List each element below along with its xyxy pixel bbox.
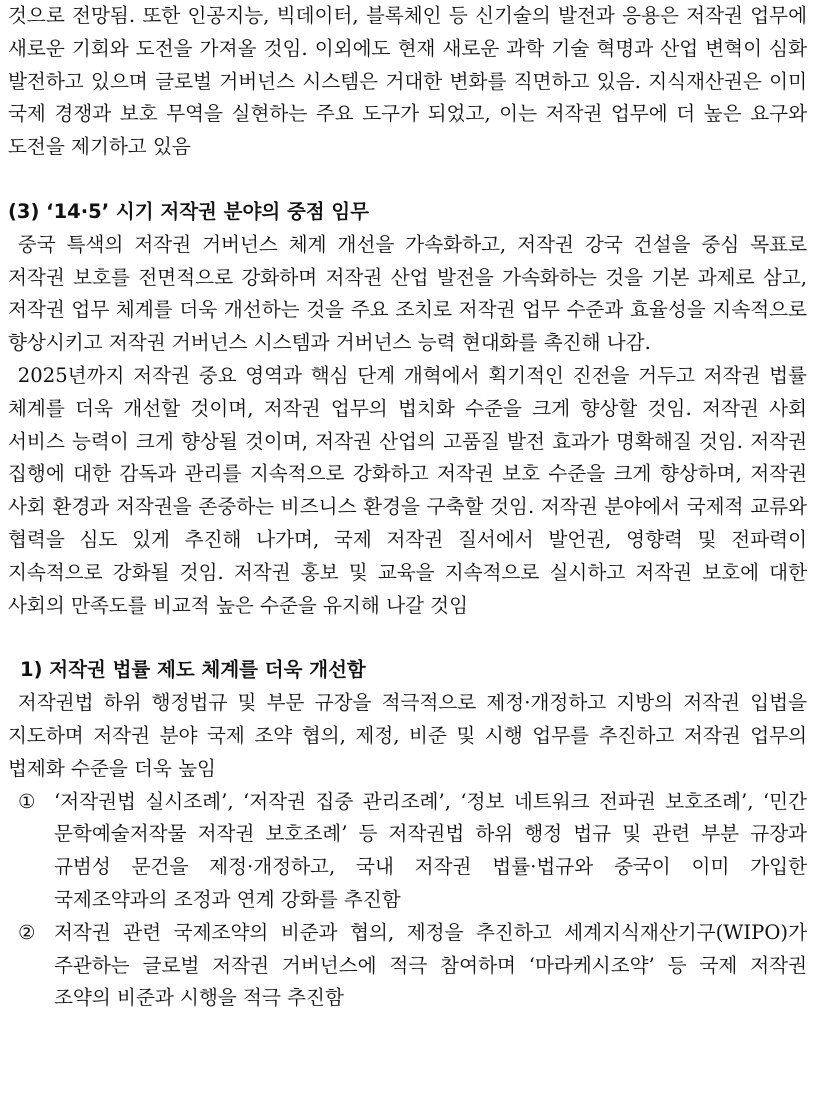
- list-item: [8, 786, 807, 917]
- item-number: ②: [18, 920, 36, 944]
- list-item: [8, 917, 807, 1015]
- subsection-heading: 1) 저작권 법률 제도 체계를 더욱 개선함: [20, 658, 366, 682]
- spacer: [8, 164, 807, 196]
- section-paragraph-2: 2025년까지 저작권 중요 영역과 핵심 단계 개혁에서 획기적인 진전을 거두고 저작권 법률 체계를 더욱 개선할 것이며, 저작권 업무의 법치화 수준을 크게 향상할 것임. 저작권 사회 서비스 능력이 크게 향상될 것이며, 저작권 산업의 고품질 발전 효과가 명확해질 것임. 저작권 집행에 대한 감독과 관리를 지속적으로 강화하고 저작권 보호 수준을 크게 향상하며, 저작권 사회 환경과 저작권을 존중하는 비즈니스 환경을 구축할 것임. 저작권 분야에서 국제적 교류와 협력을 심도 있게 추진해 나가며, 국제 저작권 질서에서 발언권, 영향력 및 전파력이 지속적으로 강화될 것임. 저작권 홍보 및 교육을 지속적으로 실시하고 저작권 보호에 대한 사회의 만족도를 비교적 높은 수준을 유지해 나갈 것임: [8, 363, 807, 617]
- item-text: 저작권 관련 국제조약의 비준과 협의, 제정을 추진하고 세계지식재산기구(WIPO)가 주관하는 글로벌 저작권 거버넌스에 적극 참여하며 ‘마라케시조약’ 등 국제 저작권 조약의 비준과 시행을 적극 추진함: [54, 920, 807, 1010]
- spacer: [8, 622, 807, 654]
- item-text: ‘저작권법 실시조례’, ‘저작권 집중 관리조례’, ‘정보 네트워크 전파권 보호조례’, ‘민간 문학예술저작물 저작권 보호조례’ 등 저작권법 하위 행정 법규 및 관련 부분 규장과 규범성 문건을 제정·개정하고, 국내 저작권 법률·법규와 중국이 이미 가입한 국제조약과의 조정과 연계 강화를 추진함: [54, 789, 807, 911]
- subsection-paragraph: 저작권법 하위 행정법규 및 부문 규장을 적극적으로 제정·개정하고 지방의 저작권 입법을 지도하며 저작권 분야 국제 조약 협의, 제정, 비준 및 시행 업무를 추진하고 저작권 업무의 법제화 수준을 더욱 높임: [8, 691, 807, 780]
- item-number: ①: [18, 789, 36, 813]
- section-paragraph-1: 중국 특색의 저작권 거버넌스 체계 개선을 가속화하고, 저작권 강국 건설을 중심 목표로 저작권 보호를 전면적으로 강화하며 저작권 산업 발전을 가속화하는 것을 기본 과제로 삼고, 저작권 업무 체계를 더욱 개선하는 것을 주요 조치로 저작권 업무 수준과 효율성을 지속적으로 향상시키고 저작권 거버넌스 시스템과 거버넌스 능력 현대화를 촉진해 나감.: [8, 232, 808, 355]
- intro-paragraph: 것으로 전망됨. 또한 인공지능, 빅데이터, 블록체인 등 신기술의 발전과 응용은 저작권 업무에 새로운 기회와 도전을 가져올 것임. 이외에도 현재 새로운 과학 기술 혁명과 산업 변혁이 심화 발전하고 있으며 글로벌 거버넌스 시스템은 거대한 변화를 직면하고 있음. 지식재산권은 이미 국제 경쟁과 보호 무역을 실현하는 주요 도구가 되었고, 이는 저작권 업무에 더 높은 요구와 도전을 제기하고 있음: [8, 4, 807, 159]
- section-heading: (3) ‘14·5’ 시기 저작권 분야의 중점 임무: [8, 199, 370, 223]
